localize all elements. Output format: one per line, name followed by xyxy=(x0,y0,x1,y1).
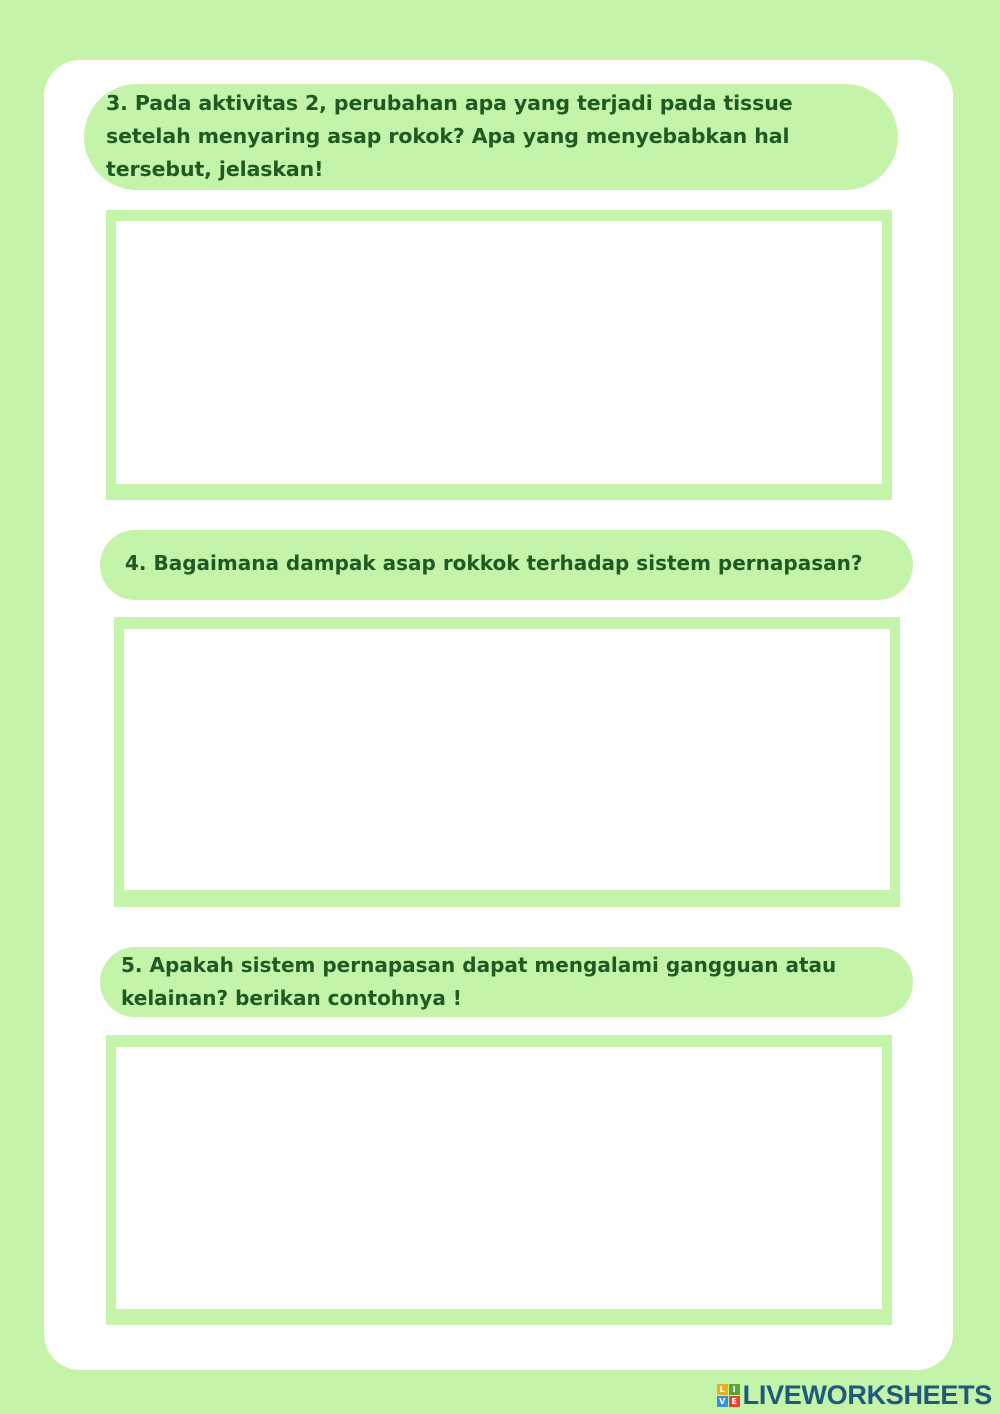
answer-box-question-3[interactable] xyxy=(106,210,892,500)
question-3-text: 3. Pada aktivitas 2, perubahan apa yang terjadi pada tissue setelah menyaring asap rokok? Apa yang menyebabkan hal tersebut, jelaskan! xyxy=(106,91,793,181)
logo-letter-v: V xyxy=(717,1396,728,1407)
answer-box-question-4[interactable] xyxy=(114,617,900,907)
answer-box-question-5[interactable] xyxy=(106,1035,892,1325)
logo-letter-i: I xyxy=(729,1384,740,1395)
logo-letter-e: E xyxy=(729,1396,740,1407)
question-5-text: 5. Apakah sistem pernapasan dapat mengalami gangguan atau kelainan? berikan contohnya ! xyxy=(121,953,837,1010)
question-4-text: 4. Bagaimana dampak asap rokkok terhadap sistem pernapasan? xyxy=(125,551,863,575)
brand-name: LIVEWORKSHEETS xyxy=(742,1379,992,1410)
question-3 xyxy=(84,84,898,190)
question-5 xyxy=(100,947,913,1017)
question-4 xyxy=(100,530,913,600)
logo-letter-l: L xyxy=(717,1384,728,1395)
liveworksheets-logo-icon xyxy=(717,1384,740,1407)
liveworksheets-brand xyxy=(717,1380,992,1410)
